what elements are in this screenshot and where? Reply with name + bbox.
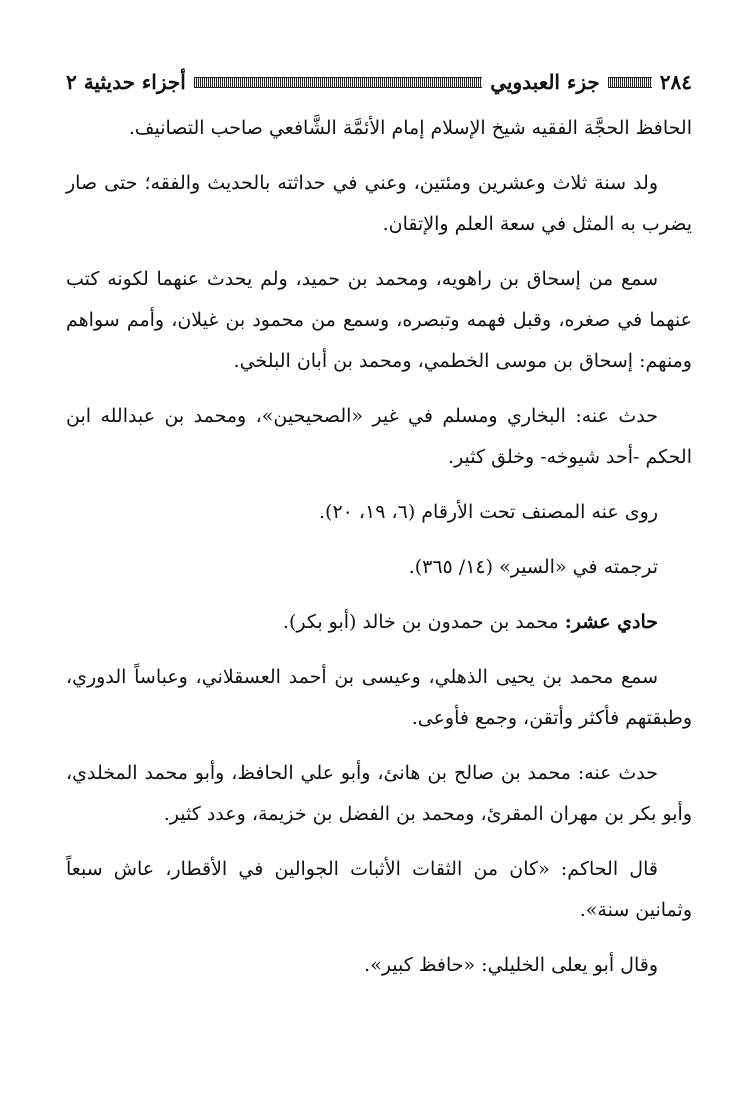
header-rule bbox=[608, 77, 652, 88]
paragraph: الحافظ الحجَّة الفقيه شيخ الإسلام إمام الأئمَّة الشَّافعي صاحب التصانيف. bbox=[128, 117, 692, 139]
paragraph: قال الحاكم: «كان من الثقات الأثبات الجوالين في الأقطار، عاش سبعاً وثمانين سنة». bbox=[66, 858, 692, 921]
paragraph: ترجمته في «السير» (١٤/ ٣٦٥). bbox=[408, 556, 658, 578]
entry-number: حادي عشر: bbox=[564, 611, 658, 633]
paragraph: وقال أبو يعلى الخليلي: «حافظ كبير». bbox=[364, 954, 658, 976]
paragraph: حدث عنه: البخاري ومسلم في غير «الصحيحين»، ومحمد بن عبدالله ابن الحكم -أحد شيوخه- وخلق كثير. bbox=[66, 405, 692, 468]
paragraph: ولد سنة ثلاث وعشرين ومئتين، وعني في حداثته بالحديث والفقه؛ حتى صار يضرب به المثل في سعة العلم والإتقان. bbox=[66, 172, 692, 235]
paragraph: حدث عنه: محمد بن صالح بن هانئ، وأبو علي الحافظ، وأبو محمد المخلدي، وأبو بكر بن مهران المقرئ، ومحمد بن الفضل بن خزيمة، وعدد كثير. bbox=[66, 762, 692, 825]
entry-heading bbox=[66, 602, 692, 643]
page-number: ٢٨٤ bbox=[659, 70, 692, 94]
part-title: جزء العبدويي bbox=[490, 70, 600, 94]
book-title: أجزاء حديثية ٢ bbox=[66, 70, 186, 94]
paragraph: روى عنه المصنف تحت الأرقام (٦، ١٩، ٢٠). bbox=[318, 501, 658, 523]
running-header bbox=[66, 66, 692, 98]
header-rule bbox=[194, 77, 482, 88]
paragraph: سمع من إسحاق بن راهويه، ومحمد بن حميد، ولم يحدث عنهما لكونه كتب عنهما في صغره، وقبل فهمه وتبصره، وسمع من محمود بن غيلان، وأمم سواهم ومنهم: إسحاق بن موسى الخطمي، ومحمد بن أبان البلخي. bbox=[66, 268, 692, 372]
paragraph: سمع محمد بن يحيى الذهلي، وعيسى بن أحمد العسقلاني، وعباساً الدوري، وطبقتهم فأكثر وأتقن، وجمع فأوعى. bbox=[66, 666, 692, 729]
page-body bbox=[66, 108, 692, 1000]
entry-name: محمد بن حمدون بن خالد (أبو بكر). bbox=[282, 611, 565, 633]
